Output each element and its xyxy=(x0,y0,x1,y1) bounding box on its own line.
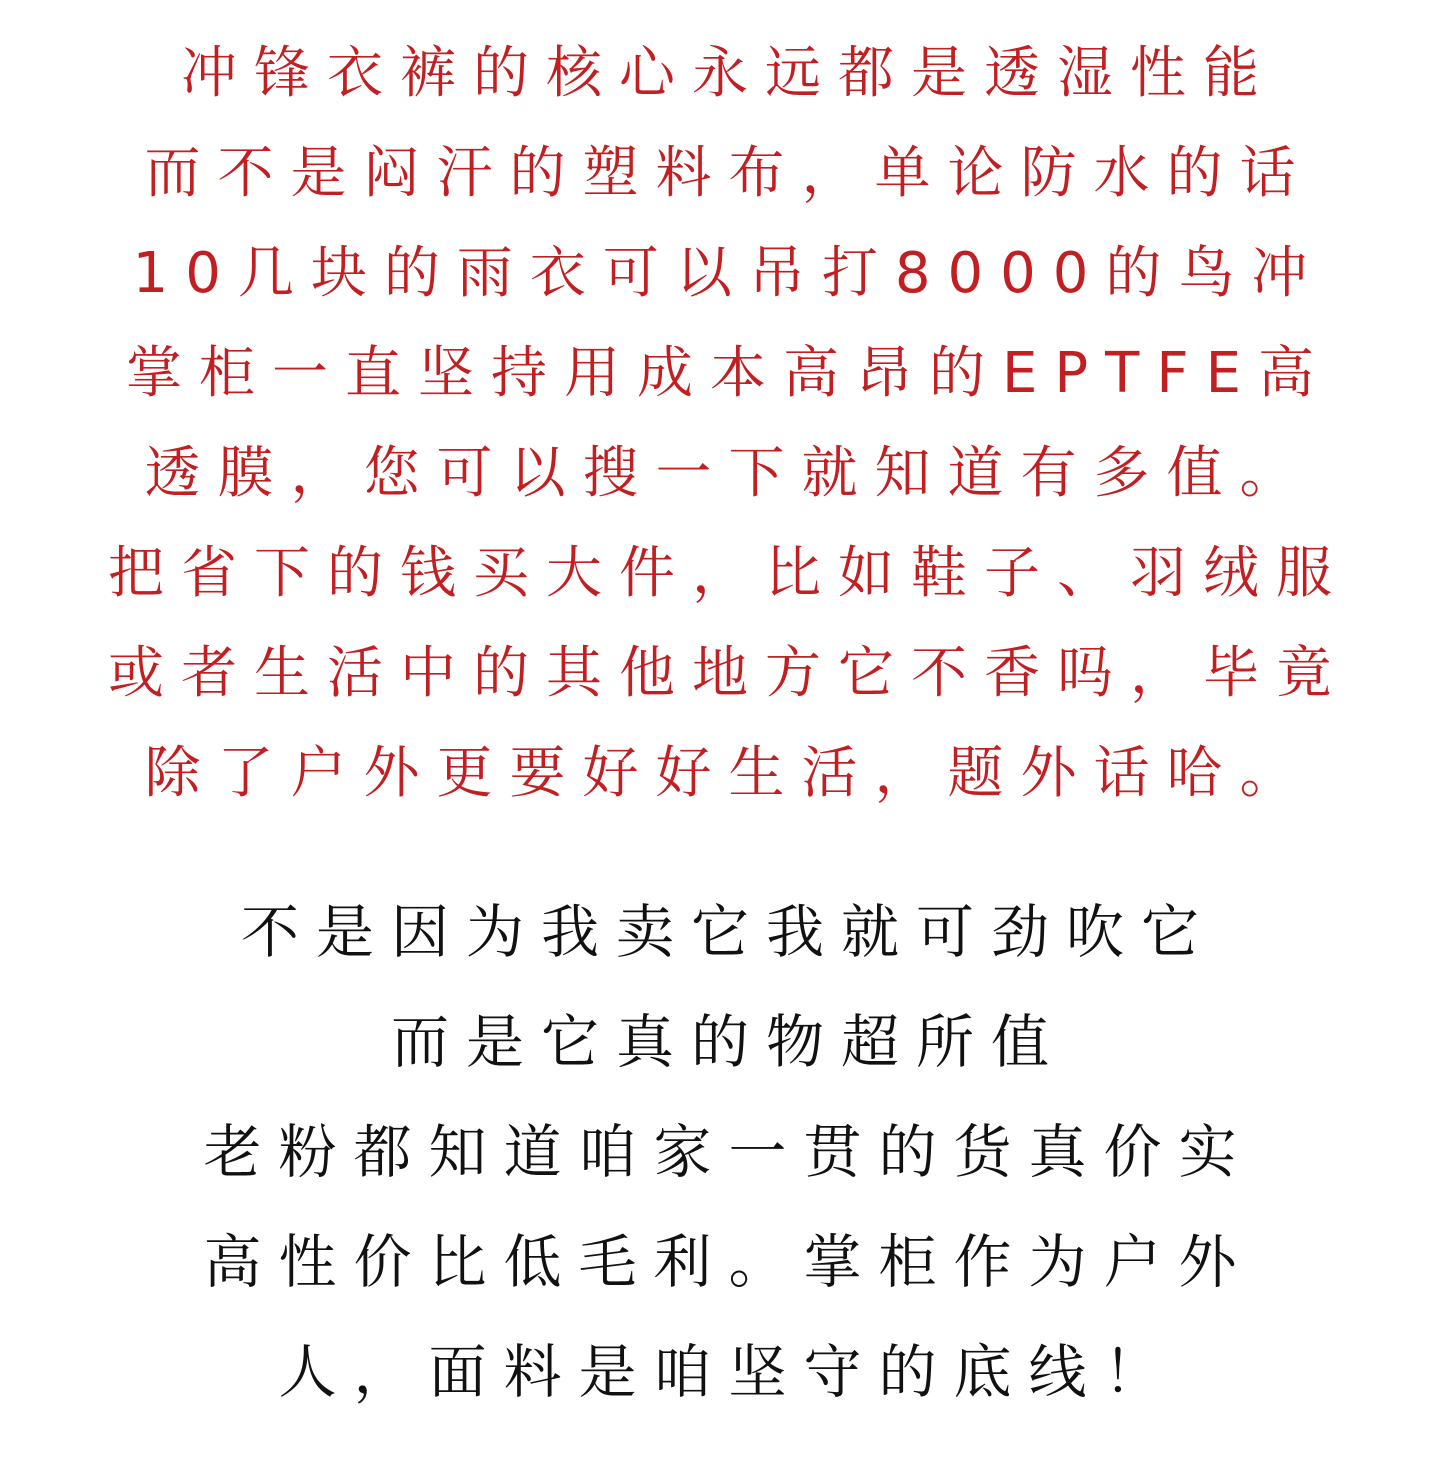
red-text-line-8: 除了户外更要好好生活，题外话哈。 xyxy=(144,741,1313,806)
red-text-line-1: 冲锋衣裤的核心永远都是透湿性能 xyxy=(181,41,1276,106)
red-text-line-4: 掌柜一直坚持用成本高昂的EPTFE高 xyxy=(126,341,1331,406)
black-text-line-4: 高性价比低毛利。掌柜作为户外 xyxy=(203,1228,1254,1296)
red-text-line-2: 而不是闷汗的塑料布，单论防水的话 xyxy=(144,141,1313,206)
black-text-line-5: 人，面料是咱坚守的底线！ xyxy=(278,1338,1179,1406)
red-text-line-6: 把省下的钱买大件，比如鞋子、羽绒服 xyxy=(108,541,1349,606)
red-text-paragraph xyxy=(0,40,1440,840)
black-text-paragraph xyxy=(0,898,1440,1448)
red-text-line-3: 10几块的雨衣可以吊打8000的鸟冲 xyxy=(132,241,1325,306)
black-text-line-3: 老粉都知道咱家一贯的货真价实 xyxy=(203,1118,1254,1186)
red-text-line-7: 或者生活中的其他地方它不香吗，毕竟 xyxy=(108,641,1349,706)
black-text-line-2: 而是它真的物超所值 xyxy=(390,1008,1066,1076)
black-text-line-1: 不是因为我卖它我就可劲吹它 xyxy=(240,898,1216,966)
red-text-line-5: 透膜，您可以搜一下就知道有多值。 xyxy=(144,441,1313,506)
